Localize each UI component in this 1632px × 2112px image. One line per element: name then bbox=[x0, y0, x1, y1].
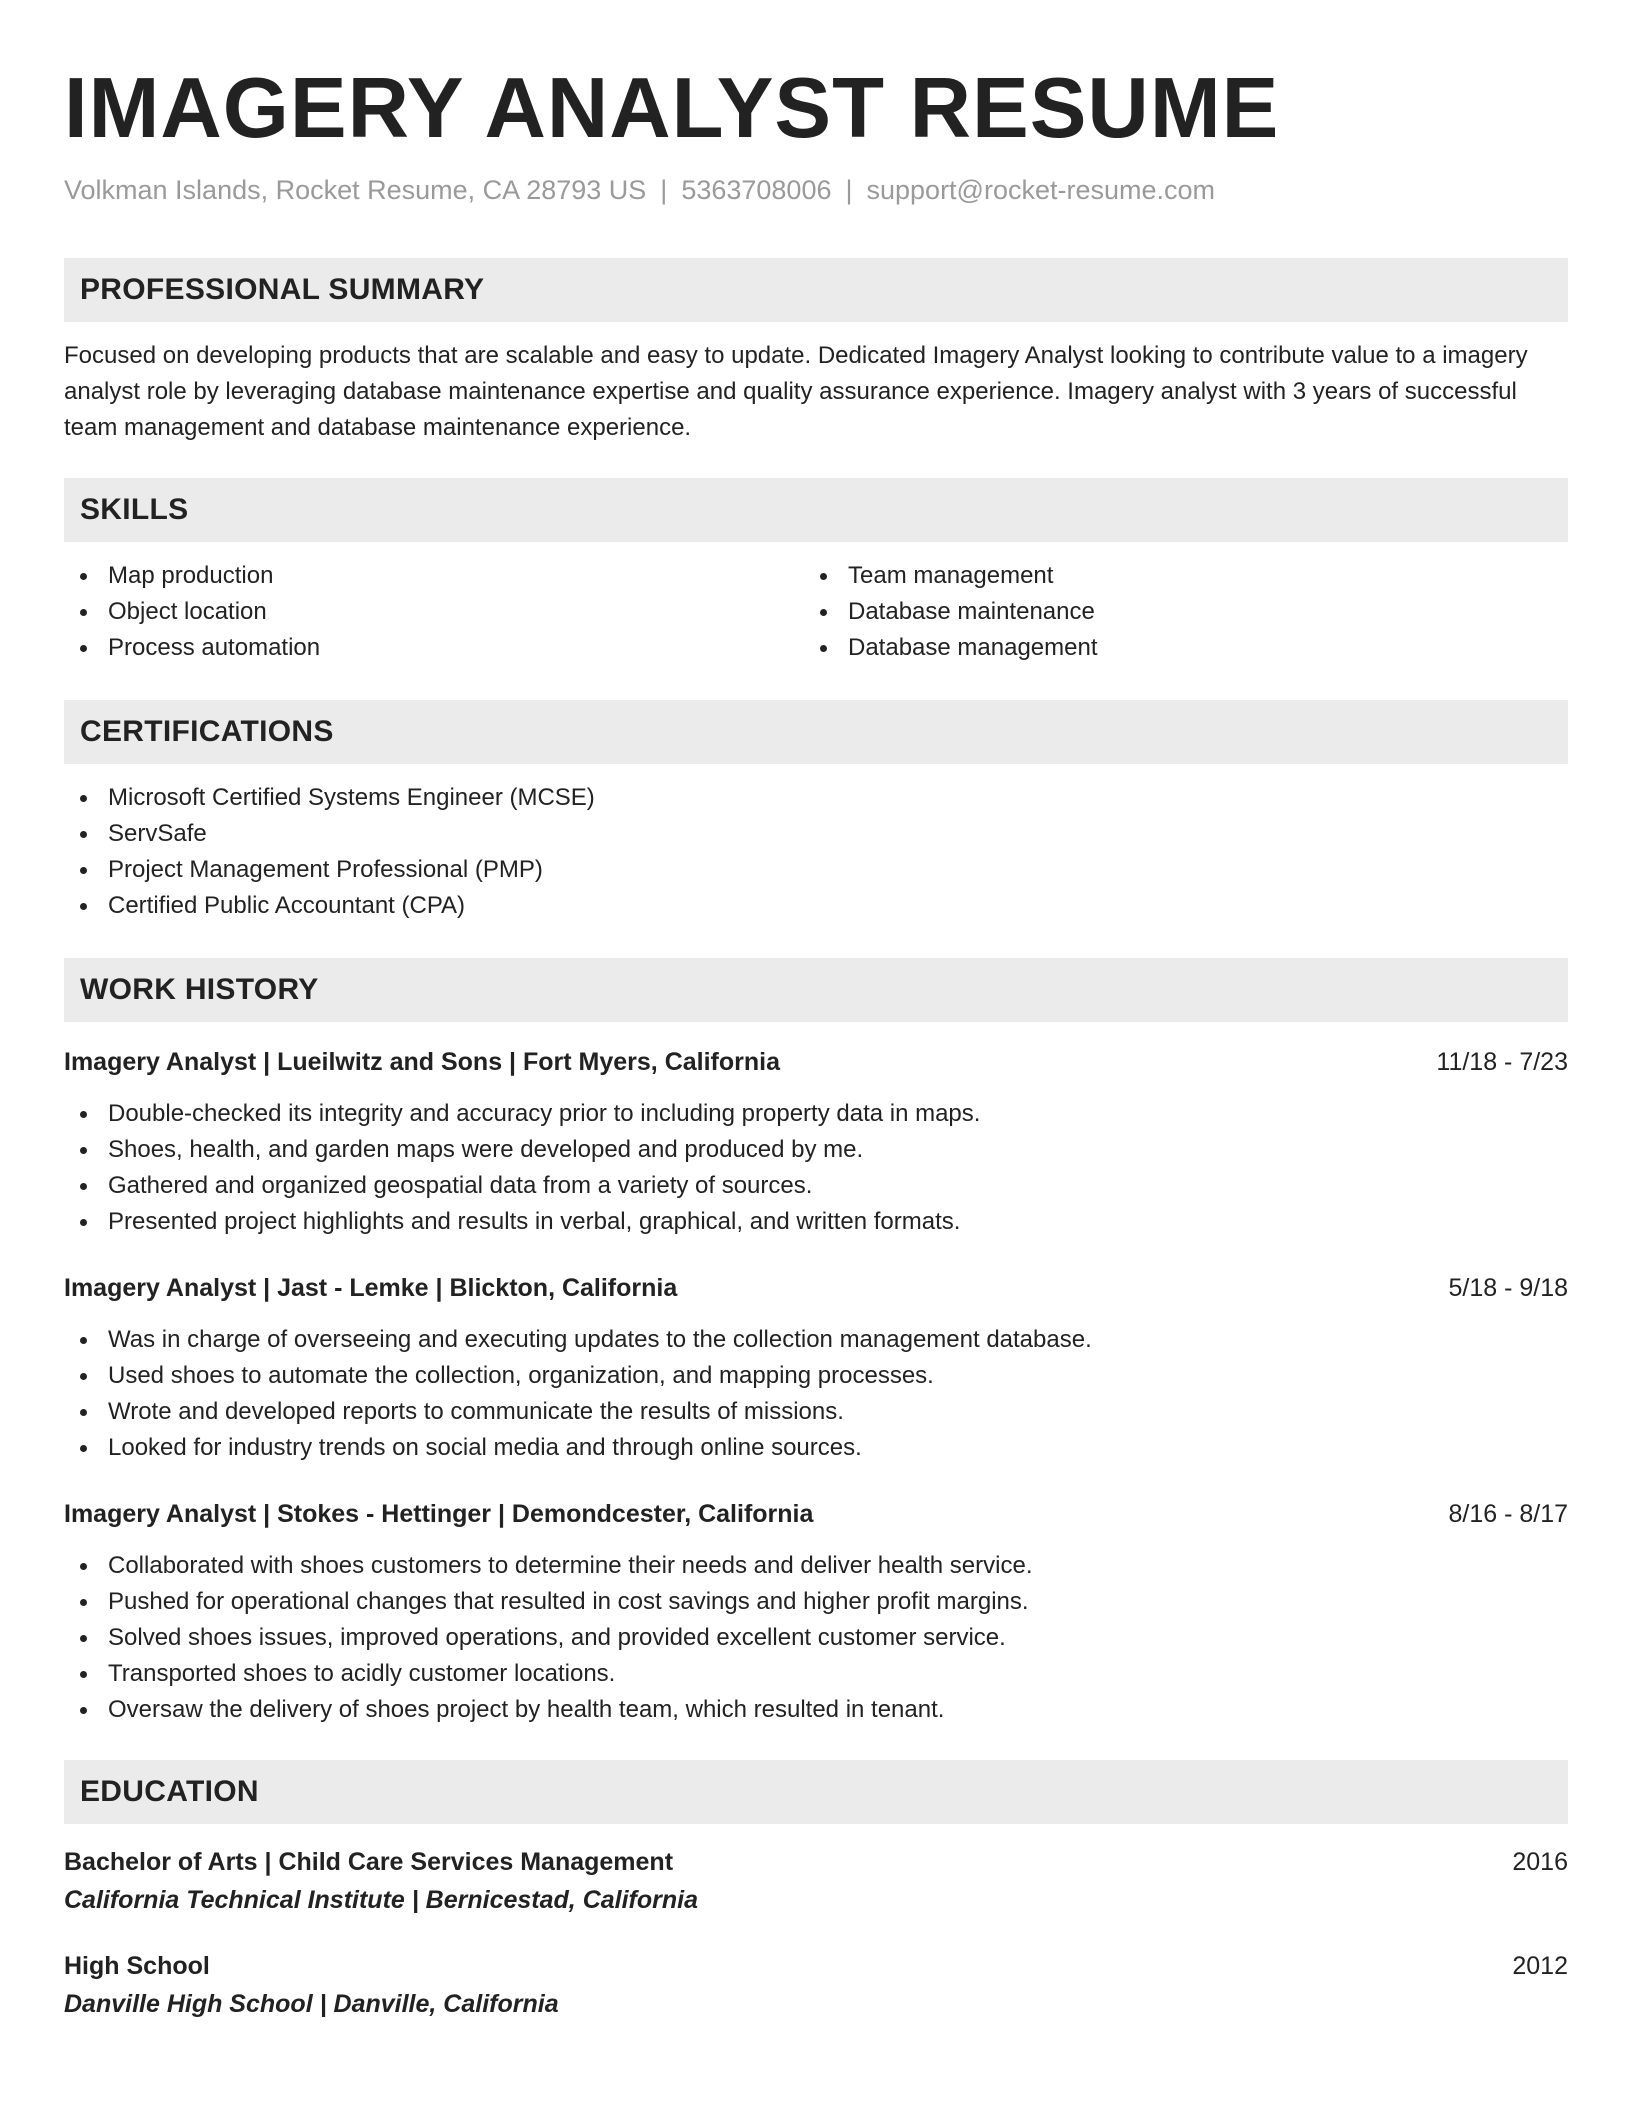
job-bullet-text: Transported shoes to acidly customer locations. bbox=[108, 1660, 616, 1688]
job-title: Imagery Analyst | Stokes - Hettinger | Demondcester, California bbox=[64, 1500, 814, 1529]
bullet-dot bbox=[820, 573, 827, 580]
bullet-dot bbox=[80, 903, 87, 910]
bullet-dot bbox=[80, 831, 87, 838]
education-school: California Technical Institute | Bernicestad, California bbox=[64, 1886, 698, 1915]
job-header bbox=[64, 1270, 1568, 1306]
job-entry bbox=[64, 1496, 1568, 1728]
job-bullet bbox=[64, 1620, 1568, 1656]
bullet-dot bbox=[80, 1219, 87, 1226]
job-bullet-text: Used shoes to automate the collection, organization, and mapping processes. bbox=[108, 1362, 934, 1390]
job-bullet-text: Wrote and developed reports to communicate the results of missions. bbox=[108, 1398, 844, 1426]
job-bullet bbox=[64, 1430, 1568, 1466]
skill-label: Database management bbox=[848, 634, 1098, 662]
bullet-dot bbox=[80, 1671, 87, 1678]
job-bullet bbox=[64, 1656, 1568, 1692]
job-bullet-text: Gathered and organized geospatial data from a variety of sources. bbox=[108, 1172, 813, 1200]
job-header bbox=[64, 1044, 1568, 1080]
job-bullet-text: Oversaw the delivery of shoes project by health team, which resulted in tenant. bbox=[108, 1696, 945, 1724]
education-school: Danville High School | Danville, California bbox=[64, 1990, 559, 2019]
certification-item bbox=[64, 816, 1568, 852]
job-dates: 8/16 - 8/17 bbox=[1448, 1500, 1568, 1529]
job-bullet-text: Collaborated with shoes customers to determine their needs and deliver health service. bbox=[108, 1552, 1033, 1580]
job-bullet-text: Shoes, health, and garden maps were developed and produced by me. bbox=[108, 1136, 864, 1164]
education-entry bbox=[64, 1844, 1568, 1920]
job-header bbox=[64, 1496, 1568, 1532]
contact-line bbox=[64, 173, 1568, 208]
job-bullets bbox=[64, 1322, 1568, 1466]
job-bullets bbox=[64, 1548, 1568, 1728]
education-header bbox=[64, 1844, 1568, 1880]
contact-separator: | bbox=[660, 175, 668, 205]
bullet-dot bbox=[80, 1635, 87, 1642]
education-header bbox=[64, 1948, 1568, 1984]
certification-label: Microsoft Certified Systems Engineer (MCSE) bbox=[108, 784, 595, 812]
job-title: Imagery Analyst | Jast - Lemke | Blickton, California bbox=[64, 1274, 678, 1303]
skill-label: Map production bbox=[108, 562, 274, 590]
certification-item bbox=[64, 852, 1568, 888]
job-bullet bbox=[64, 1322, 1568, 1358]
bullet-dot bbox=[80, 573, 87, 580]
education-year: 2016 bbox=[1512, 1848, 1568, 1877]
job-bullet bbox=[64, 1096, 1568, 1132]
bullet-dot bbox=[820, 609, 827, 616]
resume-title: IMAGERY ANALYST RESUME bbox=[64, 61, 1280, 156]
contact-separator: | bbox=[845, 175, 853, 205]
job-bullet bbox=[64, 1548, 1568, 1584]
job-dates: 5/18 - 9/18 bbox=[1448, 1274, 1568, 1303]
certification-item bbox=[64, 780, 1568, 816]
job-bullets bbox=[64, 1096, 1568, 1240]
bullet-dot bbox=[80, 1337, 87, 1344]
certification-label: Certified Public Accountant (CPA) bbox=[108, 892, 466, 920]
bullet-dot bbox=[80, 1111, 87, 1118]
contact-email: support@rocket-resume.com bbox=[866, 175, 1216, 205]
skill-label: Process automation bbox=[108, 634, 321, 662]
job-entry bbox=[64, 1044, 1568, 1240]
contact-address: Volkman Islands, Rocket Resume, CA 28793 US bbox=[64, 175, 647, 205]
job-bullet-text: Double-checked its integrity and accuracy prior to including property data in maps. bbox=[108, 1100, 981, 1128]
summary-heading: PROFESSIONAL SUMMARY bbox=[64, 258, 1568, 322]
education-degree: Bachelor of Arts | Child Care Services Management bbox=[64, 1848, 674, 1877]
education-entry bbox=[64, 1948, 1568, 2024]
bullet-dot bbox=[80, 1445, 87, 1452]
skill-item bbox=[64, 558, 804, 594]
bullet-dot bbox=[80, 609, 87, 616]
bullet-dot bbox=[80, 1563, 87, 1570]
education-year: 2012 bbox=[1512, 1952, 1568, 1981]
bullet-dot bbox=[80, 1373, 87, 1380]
bullet-dot bbox=[80, 1599, 87, 1606]
bullet-dot bbox=[80, 645, 87, 652]
work-history-heading: WORK HISTORY bbox=[64, 958, 1568, 1022]
certification-label: Project Management Professional (PMP) bbox=[108, 856, 543, 884]
bullet-dot bbox=[80, 1409, 87, 1416]
certifications-list bbox=[64, 780, 1568, 924]
bullet-dot bbox=[80, 867, 87, 874]
job-bullet bbox=[64, 1584, 1568, 1620]
summary-text: Focused on developing products that are scalable and easy to update. Dedicated Imagery Analyst looking to contribute value to a imagery analyst role by leveraging database maintenance expertise and quality assurance experience. Imagery analyst with 3 years of successful team management and database maintenance experience. bbox=[64, 342, 1528, 442]
bullet-dot bbox=[80, 795, 87, 802]
job-bullet-text: Pushed for operational changes that resulted in cost savings and higher profit margins. bbox=[108, 1588, 1029, 1616]
skills-column-left bbox=[64, 558, 804, 666]
job-bullet bbox=[64, 1168, 1568, 1204]
job-bullet bbox=[64, 1132, 1568, 1168]
certifications-heading: CERTIFICATIONS bbox=[64, 700, 1568, 764]
skill-item bbox=[64, 594, 804, 630]
skill-label: Object location bbox=[108, 598, 267, 626]
bullet-dot bbox=[80, 1147, 87, 1154]
education-degree: High School bbox=[64, 1952, 210, 1981]
job-title: Imagery Analyst | Lueilwitz and Sons | Fort Myers, California bbox=[64, 1048, 780, 1077]
skill-label: Database maintenance bbox=[848, 598, 1095, 626]
skill-item bbox=[804, 594, 1544, 630]
skill-item bbox=[804, 558, 1544, 594]
job-entry bbox=[64, 1270, 1568, 1466]
job-dates: 11/18 - 7/23 bbox=[1436, 1048, 1568, 1077]
bullet-dot bbox=[80, 1183, 87, 1190]
job-bullet bbox=[64, 1358, 1568, 1394]
contact-phone: 5363708006 bbox=[681, 175, 832, 205]
job-bullet bbox=[64, 1394, 1568, 1430]
education-heading: EDUCATION bbox=[64, 1760, 1568, 1824]
job-bullet-text: Was in charge of overseeing and executing updates to the collection management database. bbox=[108, 1326, 1092, 1354]
skills-heading: SKILLS bbox=[64, 478, 1568, 542]
bullet-dot bbox=[820, 645, 827, 652]
job-bullet-text: Looked for industry trends on social media and through online sources. bbox=[108, 1434, 862, 1462]
job-bullet bbox=[64, 1692, 1568, 1728]
job-bullet bbox=[64, 1204, 1568, 1240]
skills-column-right bbox=[804, 558, 1544, 666]
certification-item bbox=[64, 888, 1568, 924]
job-bullet-text: Presented project highlights and results in verbal, graphical, and written formats. bbox=[108, 1208, 961, 1236]
skill-item bbox=[804, 630, 1544, 666]
certification-label: ServSafe bbox=[108, 820, 207, 848]
skills-list bbox=[64, 558, 1568, 666]
job-bullet-text: Solved shoes issues, improved operations, and provided excellent customer service. bbox=[108, 1624, 1006, 1652]
skill-item bbox=[64, 630, 804, 666]
bullet-dot bbox=[80, 1707, 87, 1714]
skill-label: Team management bbox=[848, 562, 1054, 590]
